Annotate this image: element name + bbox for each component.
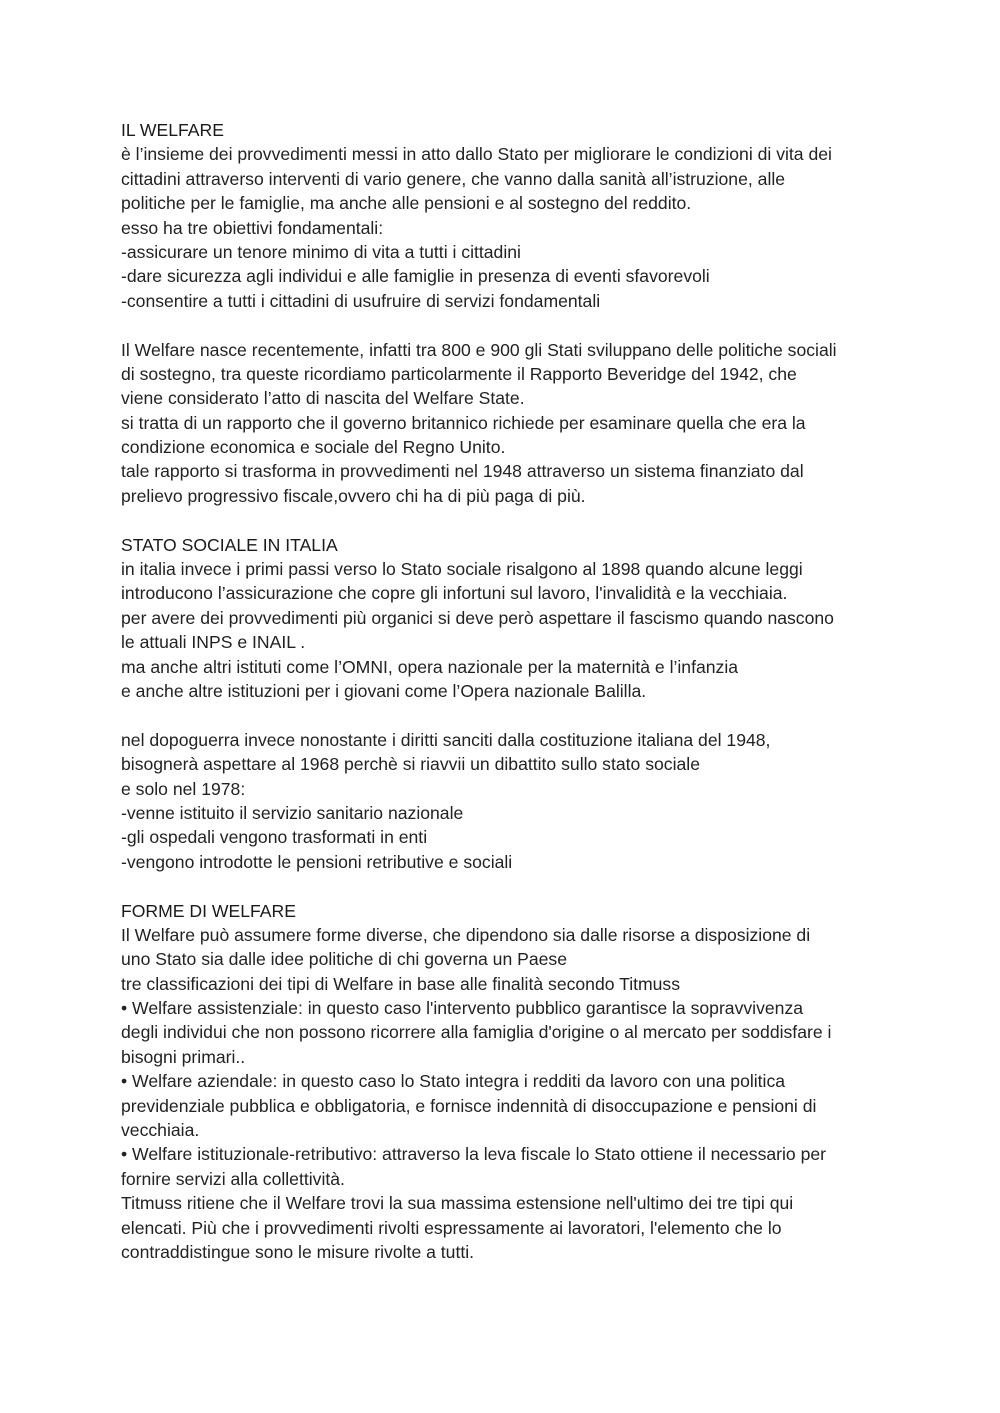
section-origin — [121, 338, 891, 509]
paragraph-spacer — [121, 703, 891, 727]
text-line: degli individui che non possono ricorrere alla famiglia d'origine o al mercato per soddisfare i — [121, 1022, 832, 1043]
text-line: le attuali INPS e INAIL . — [121, 632, 306, 653]
text-line: tale rapporto si trasforma in provvedimenti nel 1948 attraverso un sistema finanziato dal — [121, 461, 804, 482]
text-line: introducono l’assicurazione che copre gli infortuni sul lavoro, l'invalidità e la vecchiaia. — [121, 583, 788, 604]
text-line: e anche altre istituzioni per i giovani come l’Opera nazionale Balilla. — [121, 680, 647, 701]
text-line: previdenziale pubblica e obbligatoria, e fornisce indennità di disoccupazione e pensioni di — [121, 1095, 817, 1116]
list-item: -gli ospedali vengono trasformati in enti — [121, 827, 428, 848]
text-line: tre classificazioni dei tipi di Welfare in base alle finalità secondo Titmuss — [121, 973, 681, 994]
text-line: elencati. Più che i provvedimenti rivolti espressamente ai lavoratori, l'elemento che lo — [121, 1217, 782, 1238]
section-title: STATO SOCIALE IN ITALIA — [121, 534, 338, 555]
section-welfare — [121, 118, 891, 313]
text-line: condizione economica e sociale del Regno Unito. — [121, 437, 506, 458]
text-line: per avere dei provvedimenti più organici si deve però aspettare il fascismo quando nascono — [121, 607, 834, 628]
text-line: nel dopoguerra invece nonostante i diritti sanciti dalla costituzione italiana del 1948, — [121, 729, 771, 750]
text-line: fornire servizi alla collettività. — [121, 1168, 345, 1189]
text-line: Il Welfare può assumere forme diverse, che dipendono sia dalle risorse a disposizione di — [121, 924, 811, 945]
text-line: di sostegno, tra queste ricordiamo particolarmente il Rapporto Beveridge del 1942, che — [121, 363, 797, 384]
list-item: -vengono introdotte le pensioni retributive e sociali — [121, 851, 513, 872]
text-line: è l’insieme dei provvedimenti messi in atto dallo Stato per migliorare le condizioni di vita dei — [121, 144, 832, 165]
text-line: uno Stato sia dalle idee politiche di chi governa un Paese — [121, 949, 568, 970]
text-line: bisogni primari.. — [121, 1046, 246, 1067]
paragraph-spacer — [121, 874, 891, 898]
section-forme — [121, 899, 891, 1265]
text-line: politiche per le famiglie, ma anche alle pensioni e al sostegno del reddito. — [121, 193, 692, 214]
text-line: e solo nel 1978: — [121, 778, 246, 799]
section-dopoguerra — [121, 728, 891, 874]
section-title: IL WELFARE — [121, 120, 224, 140]
list-item: • Welfare aziendale: in questo caso lo Stato integra i redditi da lavoro con una politica — [121, 1071, 786, 1092]
text-line: in italia invece i primi passi verso lo Stato sociale risalgono al 1898 quando alcune leggi — [121, 559, 803, 580]
text-line: vecchiaia. — [121, 1120, 200, 1141]
text-line: bisognerà aspettare al 1968 perchè si riavvii un dibattito sullo stato sociale — [121, 754, 700, 775]
text-line: esso ha tre obiettivi fondamentali: — [121, 217, 384, 238]
list-item: -dare sicurezza agli individui e alle famiglie in presenza di eventi sfavorevoli — [121, 266, 710, 287]
list-item: -assicurare un tenore minimo di vita a tutti i cittadini — [121, 241, 521, 262]
text-line: ma anche altri istituti come l’OMNI, opera nazionale per la maternità e l’infanzia — [121, 656, 739, 677]
list-item: • Welfare istituzionale-retributivo: attraverso la leva fiscale lo Stato ottiene il necessario per — [121, 1144, 827, 1165]
text-line: Titmuss ritiene che il Welfare trovi la sua massima estensione nell'ultimo dei tre tipi qui — [121, 1193, 794, 1214]
text-line: si tratta di un rapporto che il governo britannico richiede per esaminare quella che era la — [121, 412, 806, 433]
section-title: FORME DI WELFARE — [121, 900, 296, 921]
text-line: prelievo progressivo fiscale,ovvero chi ha di più paga di più. — [121, 485, 586, 506]
text-line: viene considerato l’atto di nascita del Welfare State. — [121, 388, 525, 409]
text-line: contraddistingue sono le misure rivolte a tutti. — [121, 1241, 475, 1262]
list-item: -venne istituito il servizio sanitario nazionale — [121, 802, 464, 823]
paragraph-spacer — [121, 313, 891, 337]
section-italia — [121, 533, 891, 704]
paragraph-spacer — [121, 508, 891, 532]
text-line: cittadini attraverso interventi di vario genere, che vanno dalla sanità all’istruzione, alle — [121, 168, 786, 189]
list-item: • Welfare assistenziale: in questo caso l'intervento pubblico garantisce la sopravvivenza — [121, 998, 804, 1019]
list-item: -consentire a tutti i cittadini di usufruire di servizi fondamentali — [121, 290, 601, 311]
text-line: Il Welfare nasce recentemente, infatti tra 800 e 900 gli Stati sviluppano delle politiche sociali — [121, 339, 837, 360]
document-page — [121, 118, 891, 1264]
